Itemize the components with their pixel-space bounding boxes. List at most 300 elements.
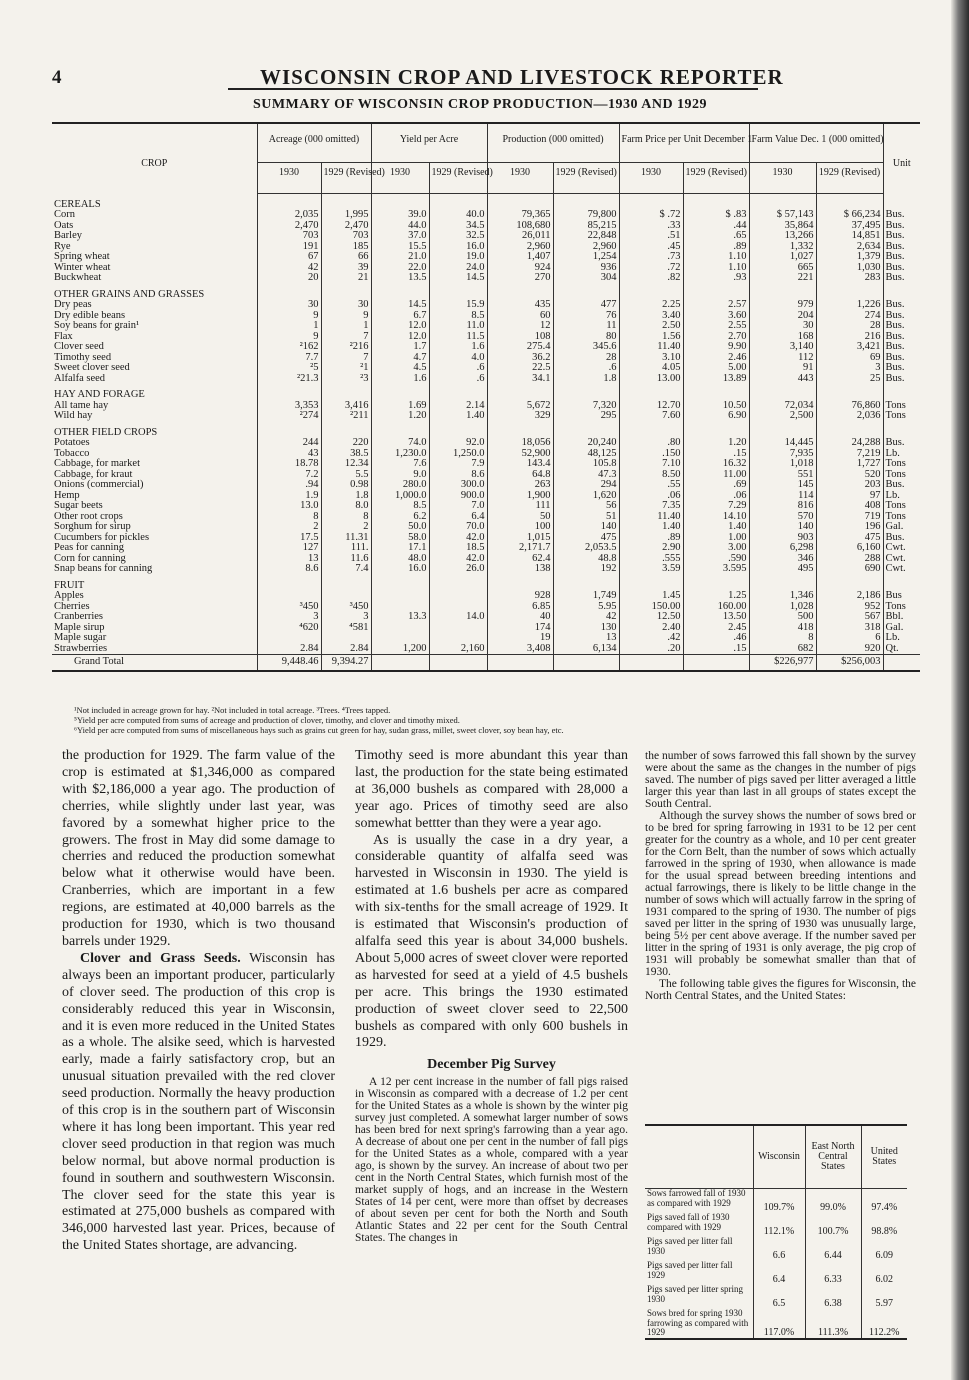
table-cell: 1,332: [749, 242, 816, 253]
pig-cell: 117.0%: [753, 1309, 805, 1339]
table-cell: 500: [749, 612, 816, 623]
table-cell: .06: [683, 491, 749, 502]
crop-name-cell: Corn: [54, 209, 75, 220]
table-cell: Bus: [883, 591, 920, 602]
table-cell: 13: [553, 633, 619, 644]
empty-cell: [487, 422, 553, 439]
pig-cell: 6.33: [805, 1261, 861, 1285]
empty-cell: [487, 194, 553, 211]
table-cell: 270: [487, 273, 553, 284]
empty-cell: [619, 384, 683, 401]
crop-name-cell: Hemp: [54, 489, 80, 501]
table-cell: 2.46: [683, 353, 749, 364]
table-row: [52, 374, 920, 385]
table-cell: 9: [257, 332, 321, 343]
pig-row-label: Sows bred for spring 1930 farrowing as compared with 1929: [645, 1309, 753, 1339]
table-cell: 7.4: [321, 564, 371, 575]
table-cell: Bus.: [883, 480, 920, 491]
table-cell: Bus.: [883, 300, 920, 311]
table-cell: 18.5: [429, 543, 487, 554]
paragraph: The following table gives the figures for Wisconsin, the North Central States, and the United States:: [645, 978, 916, 1002]
empty-cell: [816, 384, 883, 401]
empty-cell: [683, 422, 749, 439]
table-cell: 3.60: [683, 311, 749, 322]
table-cell: ²216: [321, 342, 371, 353]
table-cell: Tons: [883, 470, 920, 481]
section-title: HAY AND FORAGE: [54, 389, 145, 400]
pig-table-row: [645, 1237, 907, 1261]
table-cell: ⁴620: [257, 623, 321, 634]
table-cell: 1,900: [487, 491, 553, 502]
table-row: [52, 210, 920, 221]
table-cell: 12.34: [321, 459, 371, 470]
table-cell: 7.29: [683, 501, 749, 512]
table-cell: 66: [321, 252, 371, 263]
table-cell: 7,320: [553, 401, 619, 412]
grand-total-row: [52, 655, 920, 671]
pig-table-row: [645, 1213, 907, 1237]
table-cell: Tons: [883, 501, 920, 512]
table-cell: $ 57,143: [749, 210, 816, 221]
table-cell: 3.00: [683, 543, 749, 554]
section-header-row: [52, 384, 920, 401]
table-cell: 3,140: [749, 342, 816, 353]
pig-cell: 6.4: [753, 1261, 805, 1285]
table-cell: 2: [321, 522, 371, 533]
table-row: [52, 470, 920, 481]
table-cell: Bus.: [883, 221, 920, 232]
table-cell: 9.0: [371, 470, 429, 481]
header-rule: [228, 88, 758, 90]
table-cell: 304: [553, 273, 619, 284]
table-cell: 1.10: [683, 263, 749, 274]
sub-header-1929: 1929 (Revised): [429, 163, 487, 194]
table-row: [52, 321, 920, 332]
table-cell: Bus.: [883, 342, 920, 353]
table-cell: ²1: [321, 363, 371, 374]
journal-title: WISCONSIN CROP AND LIVESTOCK REPORTER: [260, 65, 784, 89]
table-cell: .51: [619, 231, 683, 242]
crop-name-cell: Dry edible beans: [54, 309, 126, 321]
table-cell: 682: [749, 644, 816, 655]
table-cell: .89: [683, 242, 749, 253]
empty-cell: [683, 284, 749, 301]
table-cell: Tons: [883, 512, 920, 523]
empty-cell: [371, 422, 429, 439]
empty-cell: [321, 194, 371, 211]
table-cell: 408: [816, 501, 883, 512]
table-cell: 2.57: [683, 300, 749, 311]
table-cell: $ 66,234: [816, 210, 883, 221]
table-cell: ²5: [257, 363, 321, 374]
grand-total-cell: [683, 655, 749, 671]
grand-total-cell: [371, 655, 429, 671]
table-cell: 18.78: [257, 459, 321, 470]
pig-cell: 111.3%: [805, 1309, 861, 1339]
table-cell: 1,230.0: [371, 449, 429, 460]
table-cell: 17.1: [371, 543, 429, 554]
grand-total-cell: [619, 655, 683, 671]
table-cell: 34.5: [429, 221, 487, 232]
table-cell: 3.59: [619, 564, 683, 575]
table-cell: 39: [321, 263, 371, 274]
table-cell: 295: [553, 411, 619, 422]
crop-name-cell: Oats: [54, 219, 74, 231]
empty-cell: [683, 194, 749, 211]
crop-name-cell: Flax: [54, 330, 73, 342]
table-cell: Bus.: [883, 332, 920, 343]
table-cell: 12.0: [371, 321, 429, 332]
empty-cell: [321, 422, 371, 439]
table-cell: 8.5: [371, 501, 429, 512]
table-cell: 14,445: [749, 438, 816, 449]
table-cell: .150: [619, 449, 683, 460]
table-row: [52, 342, 920, 353]
table-cell: ²3: [321, 374, 371, 385]
table-cell: [321, 591, 371, 602]
table-cell: 6: [816, 633, 883, 644]
small-text-block: [355, 1076, 628, 1244]
paragraph: Timothy seed is more abundant this year than last, the production for the state being estimated at 36,000 bushels as compared with 28,000 a year ago. Prices of timothy seed are also somewhat bettter than they were a year ago.: [355, 748, 628, 831]
article-column-3: [645, 750, 916, 1002]
table-cell: 11.00: [683, 470, 749, 481]
table-cell: .46: [683, 633, 749, 644]
pig-header: United States: [861, 1125, 907, 1189]
footnote: ⁶Yield per acre computed from sums of miscellaneous hays such as grains cut green for hay, sudan grass, millet, sweet clover, soy bean hay, etc.: [74, 725, 564, 735]
section-title: CEREALS: [54, 198, 101, 210]
table-cell: 7.0: [429, 501, 487, 512]
table-cell: 3: [321, 612, 371, 623]
table-cell: 64.8: [487, 470, 553, 481]
table-cell: 280.0: [371, 480, 429, 491]
table-cell: Bus.: [883, 242, 920, 253]
table-cell: 520: [816, 470, 883, 481]
table-cell: 1,620: [553, 491, 619, 502]
table-cell: 85,215: [553, 221, 619, 232]
empty-cell: [429, 422, 487, 439]
table-cell: 1,727: [816, 459, 883, 470]
table-cell: 7.10: [619, 459, 683, 470]
table-cell: 1.25: [683, 591, 749, 602]
crop-name-cell: Wild hay: [54, 410, 93, 421]
grand-total-cell: [487, 655, 553, 671]
crop-name-cell: Cabbage, for market: [54, 458, 141, 469]
table-cell: 42: [257, 263, 321, 274]
grand-total-cell: $226,977: [749, 655, 816, 671]
table-cell: 3,416: [321, 401, 371, 412]
crop-name-cell: Dry peas: [54, 299, 92, 310]
table-cell: 1.9: [257, 491, 321, 502]
empty-cell: [321, 384, 371, 401]
empty-cell: [429, 284, 487, 301]
empty-cell: [619, 284, 683, 301]
table-cell: 203: [816, 480, 883, 491]
sub-header-1929: 1929 (Revised): [553, 163, 619, 194]
pig-cell: 100.7%: [805, 1213, 861, 1237]
crop-header: CROP: [52, 123, 257, 194]
empty-cell: [553, 194, 619, 211]
sub-header-1929: 1929 (Revised): [683, 163, 749, 194]
crop-name-cell: Sugar beets: [54, 500, 103, 511]
table-cell: 42.0: [429, 554, 487, 565]
crop-name-cell: Tobacco: [54, 447, 90, 459]
pig-table-body: [645, 1189, 907, 1339]
table-cell: .89: [619, 533, 683, 544]
table-cell: 665: [749, 263, 816, 274]
table-cell: 6.7: [371, 311, 429, 322]
table-cell: 2,036: [816, 411, 883, 422]
table-cell: 300.0: [429, 480, 487, 491]
table-cell: Tons: [883, 411, 920, 422]
table-cell: 1.40: [619, 522, 683, 533]
table-cell: 11.40: [619, 512, 683, 523]
section-heading: December Pig Survey: [427, 1057, 556, 1073]
table-cell: 37,495: [816, 221, 883, 232]
table-cell: 2,960: [487, 242, 553, 253]
table-cell: 196: [816, 522, 883, 533]
table-cell: 22,848: [553, 231, 619, 242]
table-cell: 8: [749, 633, 816, 644]
table-cell: 1,749: [553, 591, 619, 602]
table-cell: 11.5: [429, 332, 487, 343]
empty-cell: [619, 575, 683, 592]
paragraph: As is usually the case in a dry year, a considerable quantity of alfalfa seed was harvested in Wisconsin in 1930. The yield is estimated at 1.6 bushels per acre as compared with six-tenths for the small acreage of 1929. It is estimated that Wisconsin's production of alfalfa seed this year is about 34,000 bushels. About 5,000 acres of sweet clover were reported as harvested for seed at a yield of 4.5 bushels per acre. This brings the 1930 estimated production of sweet clover seed to 22,500 bushels as compared with only 600 bushels in 1929.: [355, 832, 628, 1051]
table-cell: Bus.: [883, 321, 920, 332]
table-row: [52, 554, 920, 565]
table-cell: 2,960: [553, 242, 619, 253]
table-cell: 1.10: [683, 252, 749, 263]
table-cell: 1.40: [683, 522, 749, 533]
pig-row-label: Pigs saved per litter fall 1929: [647, 1260, 733, 1280]
table-cell: .20: [619, 644, 683, 655]
table-cell: 2.90: [619, 543, 683, 554]
table-row: [52, 480, 920, 491]
table-cell: 51: [553, 512, 619, 523]
table-cell: .33: [619, 221, 683, 232]
table-cell: 16.32: [683, 459, 749, 470]
table-cell: 76,860: [816, 401, 883, 412]
table-cell: Bus.: [883, 263, 920, 274]
pig-row-label: Pigs saved per litter fall 1930: [647, 1236, 733, 1256]
table-cell: .6: [553, 363, 619, 374]
table-cell: Bus.: [883, 210, 920, 221]
table-cell: 2.84: [257, 644, 321, 655]
pig-table-row: [645, 1189, 907, 1214]
table-cell: 191: [257, 242, 321, 253]
table-cell: 204: [749, 311, 816, 322]
table-cell: 274: [816, 311, 883, 322]
table-cell: 1.69: [371, 401, 429, 412]
empty-cell: [749, 575, 816, 592]
table-cell: 42.0: [429, 533, 487, 544]
table-cell: .72: [619, 263, 683, 274]
empty-cell: [487, 384, 553, 401]
table-cell: 108,680: [487, 221, 553, 232]
pig-cell: 97.4%: [861, 1189, 907, 1214]
pig-row-label: Pigs saved fall of 1930 compared with 1929: [647, 1212, 730, 1232]
table-cell: 345.6: [553, 342, 619, 353]
table-cell: 4.0: [429, 353, 487, 364]
table-cell: 477: [553, 300, 619, 311]
pig-row-label: Pigs saved per litter spring 1930: [647, 1284, 743, 1304]
table-cell: 7,935: [749, 449, 816, 460]
crop-name-cell: Clover seed: [54, 341, 104, 352]
crop-name-cell: Sweet clover seed: [54, 362, 130, 373]
table-cell: 16.0: [371, 564, 429, 575]
table-cell: 67: [257, 252, 321, 263]
crop-name-cell: Snap beans for canning: [54, 563, 153, 574]
empty-cell: [883, 575, 920, 592]
table-cell: Bus.: [883, 353, 920, 364]
table-cell: 48.0: [371, 554, 429, 565]
table-row: [52, 644, 920, 655]
table-cell: 7.2: [257, 470, 321, 481]
table-cell: .555: [619, 554, 683, 565]
table-cell: 2,634: [816, 242, 883, 253]
table-cell: 719: [816, 512, 883, 523]
table-cell: 7: [321, 332, 371, 343]
table-cell: 11.0: [429, 321, 487, 332]
table-cell: 6,298: [749, 543, 816, 554]
table-cell: 100: [487, 522, 553, 533]
table-cell: Gal.: [883, 522, 920, 533]
grand-total-cell: [429, 655, 487, 671]
section-header-row: [52, 284, 920, 301]
table-row: [52, 564, 920, 575]
grand-total-cell: 9,448.46: [257, 655, 321, 671]
table-cell: 43: [257, 449, 321, 460]
table-cell: $ .83: [683, 210, 749, 221]
table-cell: .15: [683, 449, 749, 460]
empty-cell: [816, 284, 883, 301]
table-cell: 567: [816, 612, 883, 623]
pig-table-row: [645, 1261, 907, 1285]
pig-cell: 6.38: [805, 1285, 861, 1309]
section-header-row: [52, 575, 920, 592]
table-cell: 12.0: [371, 332, 429, 343]
table-row: [52, 591, 920, 602]
empty-cell: [816, 194, 883, 211]
table-cell: 47.3: [553, 470, 619, 481]
crop-name-cell: Maple sugar: [54, 632, 107, 643]
table-cell: 3.40: [619, 311, 683, 322]
table-cell: 92.0: [429, 438, 487, 449]
table-cell: .93: [683, 273, 749, 284]
table-cell: 22.0: [371, 263, 429, 274]
empty-cell: [371, 284, 429, 301]
table-cell: 11: [553, 321, 619, 332]
empty-cell: [321, 284, 371, 301]
table-cell: [429, 633, 487, 644]
table-cell: .44: [683, 221, 749, 232]
crop-name-cell: Barley: [54, 230, 82, 241]
table-cell: 1.6: [429, 342, 487, 353]
table-cell: 318: [816, 623, 883, 634]
table-cell: 920: [816, 644, 883, 655]
table-cell: 1,000.0: [371, 491, 429, 502]
table-cell: Bus.: [883, 273, 920, 284]
table-cell: 3.595: [683, 564, 749, 575]
table-cell: 39.0: [371, 210, 429, 221]
table-row: [52, 633, 920, 644]
table-cell: 7,219: [816, 449, 883, 460]
table-cell: 13.50: [683, 612, 749, 623]
pig-cell: 98.8%: [861, 1213, 907, 1237]
table-cell: 130: [553, 623, 619, 634]
table-row: [52, 353, 920, 364]
table-cell: 11.31: [321, 533, 371, 544]
table-cell: 114: [749, 491, 816, 502]
crop-name-cell: Cranberries: [54, 611, 103, 622]
pig-cell: 5.97: [861, 1285, 907, 1309]
empty-cell: [683, 575, 749, 592]
table-cell: 418: [749, 623, 816, 634]
table-cell: 105.8: [553, 459, 619, 470]
empty-cell: [883, 284, 920, 301]
table-cell: 443: [749, 374, 816, 385]
table-cell: 10.50: [683, 401, 749, 412]
table-cell: 14,851: [816, 231, 883, 242]
table-cell: Cwt.: [883, 564, 920, 575]
table-cell: 1.40: [429, 411, 487, 422]
table-cell: .82: [619, 273, 683, 284]
empty-cell: [883, 422, 920, 439]
pig-cell: 109.7%: [753, 1189, 805, 1214]
table-cell: .6: [429, 363, 487, 374]
table-cell: 703: [321, 231, 371, 242]
table-cell: .55: [619, 480, 683, 491]
table-cell: 435: [487, 300, 553, 311]
table-cell: 13: [257, 554, 321, 565]
table-cell: 3: [816, 363, 883, 374]
table-cell: ²211: [321, 411, 371, 422]
empty-cell: [683, 384, 749, 401]
table-cell: [371, 591, 429, 602]
table-cell: Lb.: [883, 633, 920, 644]
table-cell: 1.6: [371, 374, 429, 385]
table-cell: 44.0: [371, 221, 429, 232]
table-cell: 3: [257, 612, 321, 623]
table-cell: 3,408: [487, 644, 553, 655]
table-cell: 8.0: [321, 501, 371, 512]
table-cell: 2.70: [683, 332, 749, 343]
table-cell: 48.8: [553, 554, 619, 565]
table-cell: 50.0: [371, 522, 429, 533]
table-cell: Lb.: [883, 491, 920, 502]
table-cell: ²162: [257, 342, 321, 353]
table-cell: 216: [816, 332, 883, 343]
table-cell: 8: [257, 512, 321, 523]
crop-name-cell: Cucumbers for pickles: [54, 531, 150, 543]
paragraph: the production for 1929. The farm value of the crop is estimated at $1,346,000 as compared with $2,186,000 a year ago. The production of cherries, while slightly under last year, was favored by a somewhat higher price to the growers. The frost in May did some damage to cherries and reduced the production somewhat below what it otherwise would have been. Cranberries, which are important in a few regions, are estimated at 40,000 barrels as the production for 1930, which is two thousand barrels under 1929.: [62, 748, 335, 949]
empty-cell: [371, 194, 429, 211]
table-cell: [429, 591, 487, 602]
table-row: [52, 491, 920, 502]
table-cell: 60: [487, 311, 553, 322]
table-cell: 140: [553, 522, 619, 533]
unit-header: Unit: [883, 123, 920, 194]
table-cell: 12: [487, 321, 553, 332]
table-cell: 40.0: [429, 210, 487, 221]
table-cell: 2.55: [683, 321, 749, 332]
empty-cell: [749, 284, 816, 301]
table-cell: 6,160: [816, 543, 883, 554]
table-cell: ³450: [257, 602, 321, 613]
table-row: [52, 512, 920, 523]
table-cell: 79,800: [553, 210, 619, 221]
table-cell: 936: [553, 263, 619, 274]
table-row: [52, 543, 920, 554]
